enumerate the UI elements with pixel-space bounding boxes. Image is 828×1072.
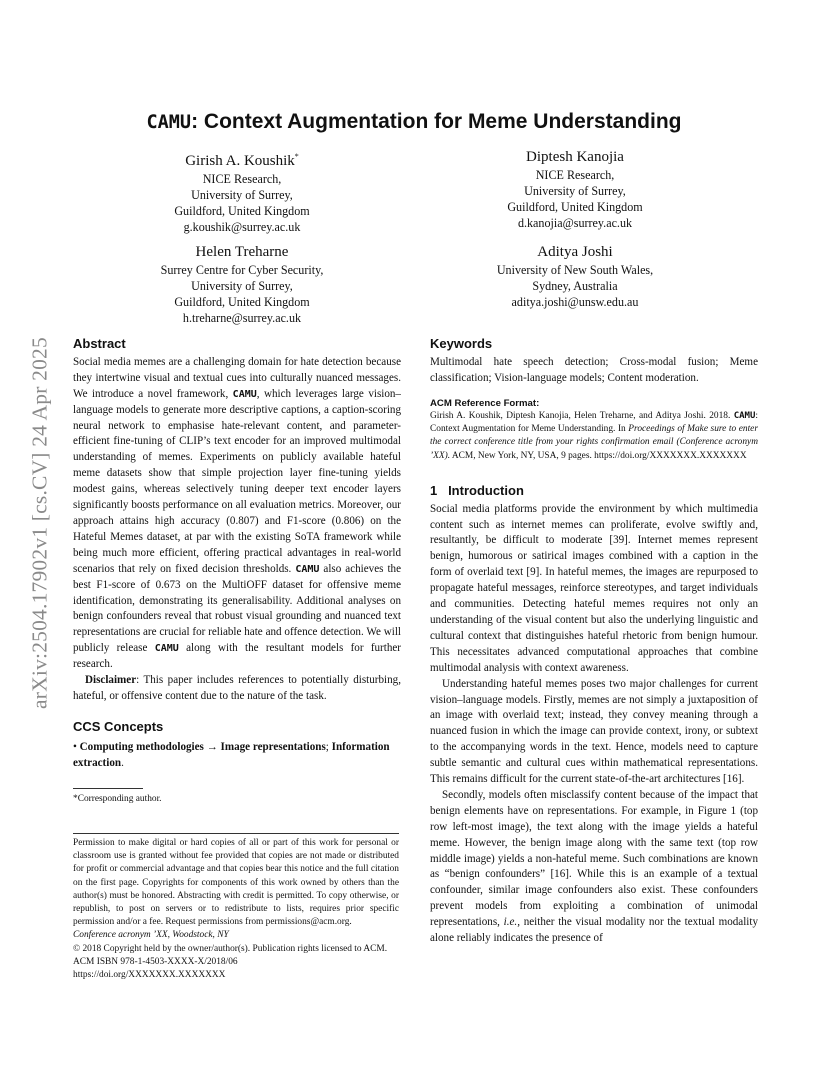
abstract-heading: Abstract	[73, 336, 126, 351]
isbn-line: ACM ISBN 978-1-4503-XXXX-X/2018/06	[73, 956, 238, 967]
keywords-heading: Keywords	[430, 336, 493, 351]
abstract-paragraph: Social media memes are a challenging domain for hate detection because they intertwine visual and textual cues into culturally nuanced messages. We introduce a novel framework, CAMU, which leverages large vision–language models to generate more descriptive captions, a caption-scoring neural network to emphasise hate-relevant content, and parameter-efficient fine-tuning of CLIP’s text encoder for an improved multimodal understanding of memes. Experiments on publicly available hateful meme datasets show that simple projection layer fine-tuning yields modest gains, whereas selectively tuning deeper text encoder layers significantly boosts performance on all evaluation metrics. Moreover, our approach attains high accuracy (0.807) and F1-score (0.806) on the Hateful Memes dataset, at par with the existing SoTA framework while being much more efficient, offering practical advantages in real-world scenarios that rely on fixed decision thresholds. CAMU also achieves the best F1-score of 0.673 on the MultiOFF dataset for offensive meme identification, demonstrating its generalisability. Additional analyses on benign confounders reveal that robust visual grounding and nuanced text representations are crucial for reliable hate and offence detection. We will publicly release CAMU along with the resultant models for further research.	[73, 355, 402, 671]
left-column	[73, 336, 401, 772]
author-email: aditya.joshi@unsw.edu.au	[511, 295, 639, 309]
camu-mark: CAMU	[295, 563, 320, 575]
camu-mark: CAMU	[154, 643, 179, 655]
author-affil: University of Surrey,	[191, 279, 293, 293]
author-email: g.koushik@surrey.ac.uk	[183, 220, 301, 234]
author-email: d.kanojia@surrey.ac.uk	[517, 216, 633, 230]
author-affil: Guildford, United Kingdom	[174, 295, 310, 309]
disclaimer-paragraph: Disclaimer: This paper includes references to potentially disturbing, hateful, or offensive content due to the nature of the task.	[73, 674, 401, 702]
intro-paragraph-3: Secondly, models often misclassify content because of the impact that benign elements have on representations. For example, in Figure 1 (top row left-most image), the text along with the image yields a hateful meme. However, the benign image along with the same text (top row middle image) yields a non-hateful meme. Such combinations are known as “benign confounders” [16]. While this is an example of a textual confounder, similar image confounders also exist. These confounders prevent models from exploiting a combination of unimodal representations, i.e., neither the visual modality nor the textual modality alone reliably indicates the presence of	[430, 788, 759, 945]
intro-paragraph-1: Social media platforms provide the environment by which multimedia content such as internet memes can proliferate, evolve swiftly and, resultantly, be difficult to moderate [39]. Internet memes represent benign, humorous or satirical images combined with a caption in the form of overlaid text [9]. In hateful memes, the images are repurposed to propagate hateful messages, reinforce stereotypes, and target individuals and communities. Detecting hateful memes requires not only an understanding of the visual content but also the underlying linguistic and cultural context that distinguishes hateful rhetoric from benign humour. This necessitates advanced computational approaches that combine multimodal analysis with context awareness.	[430, 502, 758, 674]
footnote: *Corresponding author.	[73, 794, 162, 804]
author-affil: NICE Research,	[202, 172, 282, 186]
author-affil: University of New South Wales,	[496, 263, 654, 277]
keywords-text: Multimodal hate speech detection; Cross-modal fusion; Meme classification; Vision-language models; Content moderation.	[430, 355, 758, 384]
footnote-rule	[73, 788, 143, 789]
author-affil: Sydney, Australia	[532, 279, 618, 293]
acm-reference-heading: ACM Reference Format:	[430, 397, 540, 409]
introduction-heading: 1 Introduction	[430, 482, 524, 498]
author-block-4	[425, 242, 725, 310]
author-affil: Guildford, United Kingdom	[507, 200, 643, 214]
acm-reference: ACM Reference Format: Girish A. Koushik, Diptesh Kanojia, Helen Treharne, and Aditya Joshi. 2018. CAMU: Context Augmentation for Meme Understanding. In Proceedings of Make sure to enter the correct conference title from your rights confirmation email (Conference acronym ’XX). ACM, New York, NY, USA, 9 pages. https://doi.org/XXXXXXX.XXXXXXX	[430, 397, 758, 461]
author-name: Aditya Joshi	[537, 244, 613, 260]
permission-rule	[73, 833, 399, 834]
author-block-1	[92, 147, 392, 235]
author-name: Girish A. Koushik	[185, 153, 295, 169]
camu-mark: CAMU	[232, 388, 257, 400]
author-affil: Surrey Centre for Cyber Security,	[160, 263, 324, 277]
author-block-2	[425, 147, 725, 231]
conference-line: Conference acronym ’XX, Woodstock, NY	[73, 930, 229, 941]
author-footnote-mark: *	[294, 152, 299, 161]
doi-line: https://doi.org/XXXXXXX.XXXXXXX	[73, 970, 226, 981]
author-affil: NICE Research,	[535, 168, 615, 182]
intro-paragraph-2: Understanding hateful memes poses two major challenges for current vision–language models. Firstly, memes are not simply a juxtaposition of an image with overlaid text; instead, they convey meaning through a nuanced fusion in which the image can provide context, irony, or subtext to the accompanying words in the text. Hence, models need to capture subtle semantic and cultural cues within mathematical representations. This remains difficult for the current state-of-the-art architectures [16].	[430, 677, 758, 786]
author-block-3	[92, 242, 392, 326]
title-camu: CAMU	[146, 112, 192, 133]
author-affil: Guildford, United Kingdom	[174, 204, 310, 218]
permission-block	[73, 837, 399, 982]
author-affil: University of Surrey,	[524, 184, 626, 198]
ccs-heading: CCS Concepts	[73, 718, 164, 734]
copyright-line: © 2018 Copyright held by the owner/author(s). Publication rights licensed to ACM.	[73, 943, 388, 954]
paper-title	[0, 110, 828, 134]
right-column	[430, 336, 758, 947]
camu-mark: CAMU	[733, 410, 756, 421]
arxiv-identifier: arXiv:2504.17902v1 [cs.CV] 24 Apr 2025	[27, 336, 52, 709]
author-name: Helen Treharne	[195, 244, 289, 260]
author-email: h.treharne@surrey.ac.uk	[182, 311, 302, 325]
ccs-concepts: • Computing methodologies → Image representations; Information extraction.	[73, 740, 390, 769]
title-rest: : Context Augmentation for Meme Understanding	[191, 110, 682, 133]
permission-text: Permission to make digital or hard copies of all or part of this work for personal or classroom use is granted without fee provided that copies are not made or distributed for profit or commercial advantage and that copies bear this notice and the full citation on the first page. Copyrights for components of this work owned by others than the author(s) must be honored. Abstracting with credit is permitted. To copy otherwise, or republish, to post on servers or to redistribute to lists, requires prior specific permission and/or a fee. Request permissions from permissions@acm.org.	[73, 838, 399, 928]
author-affil: University of Surrey,	[191, 188, 293, 202]
author-name: Diptesh Kanojia	[526, 149, 624, 165]
